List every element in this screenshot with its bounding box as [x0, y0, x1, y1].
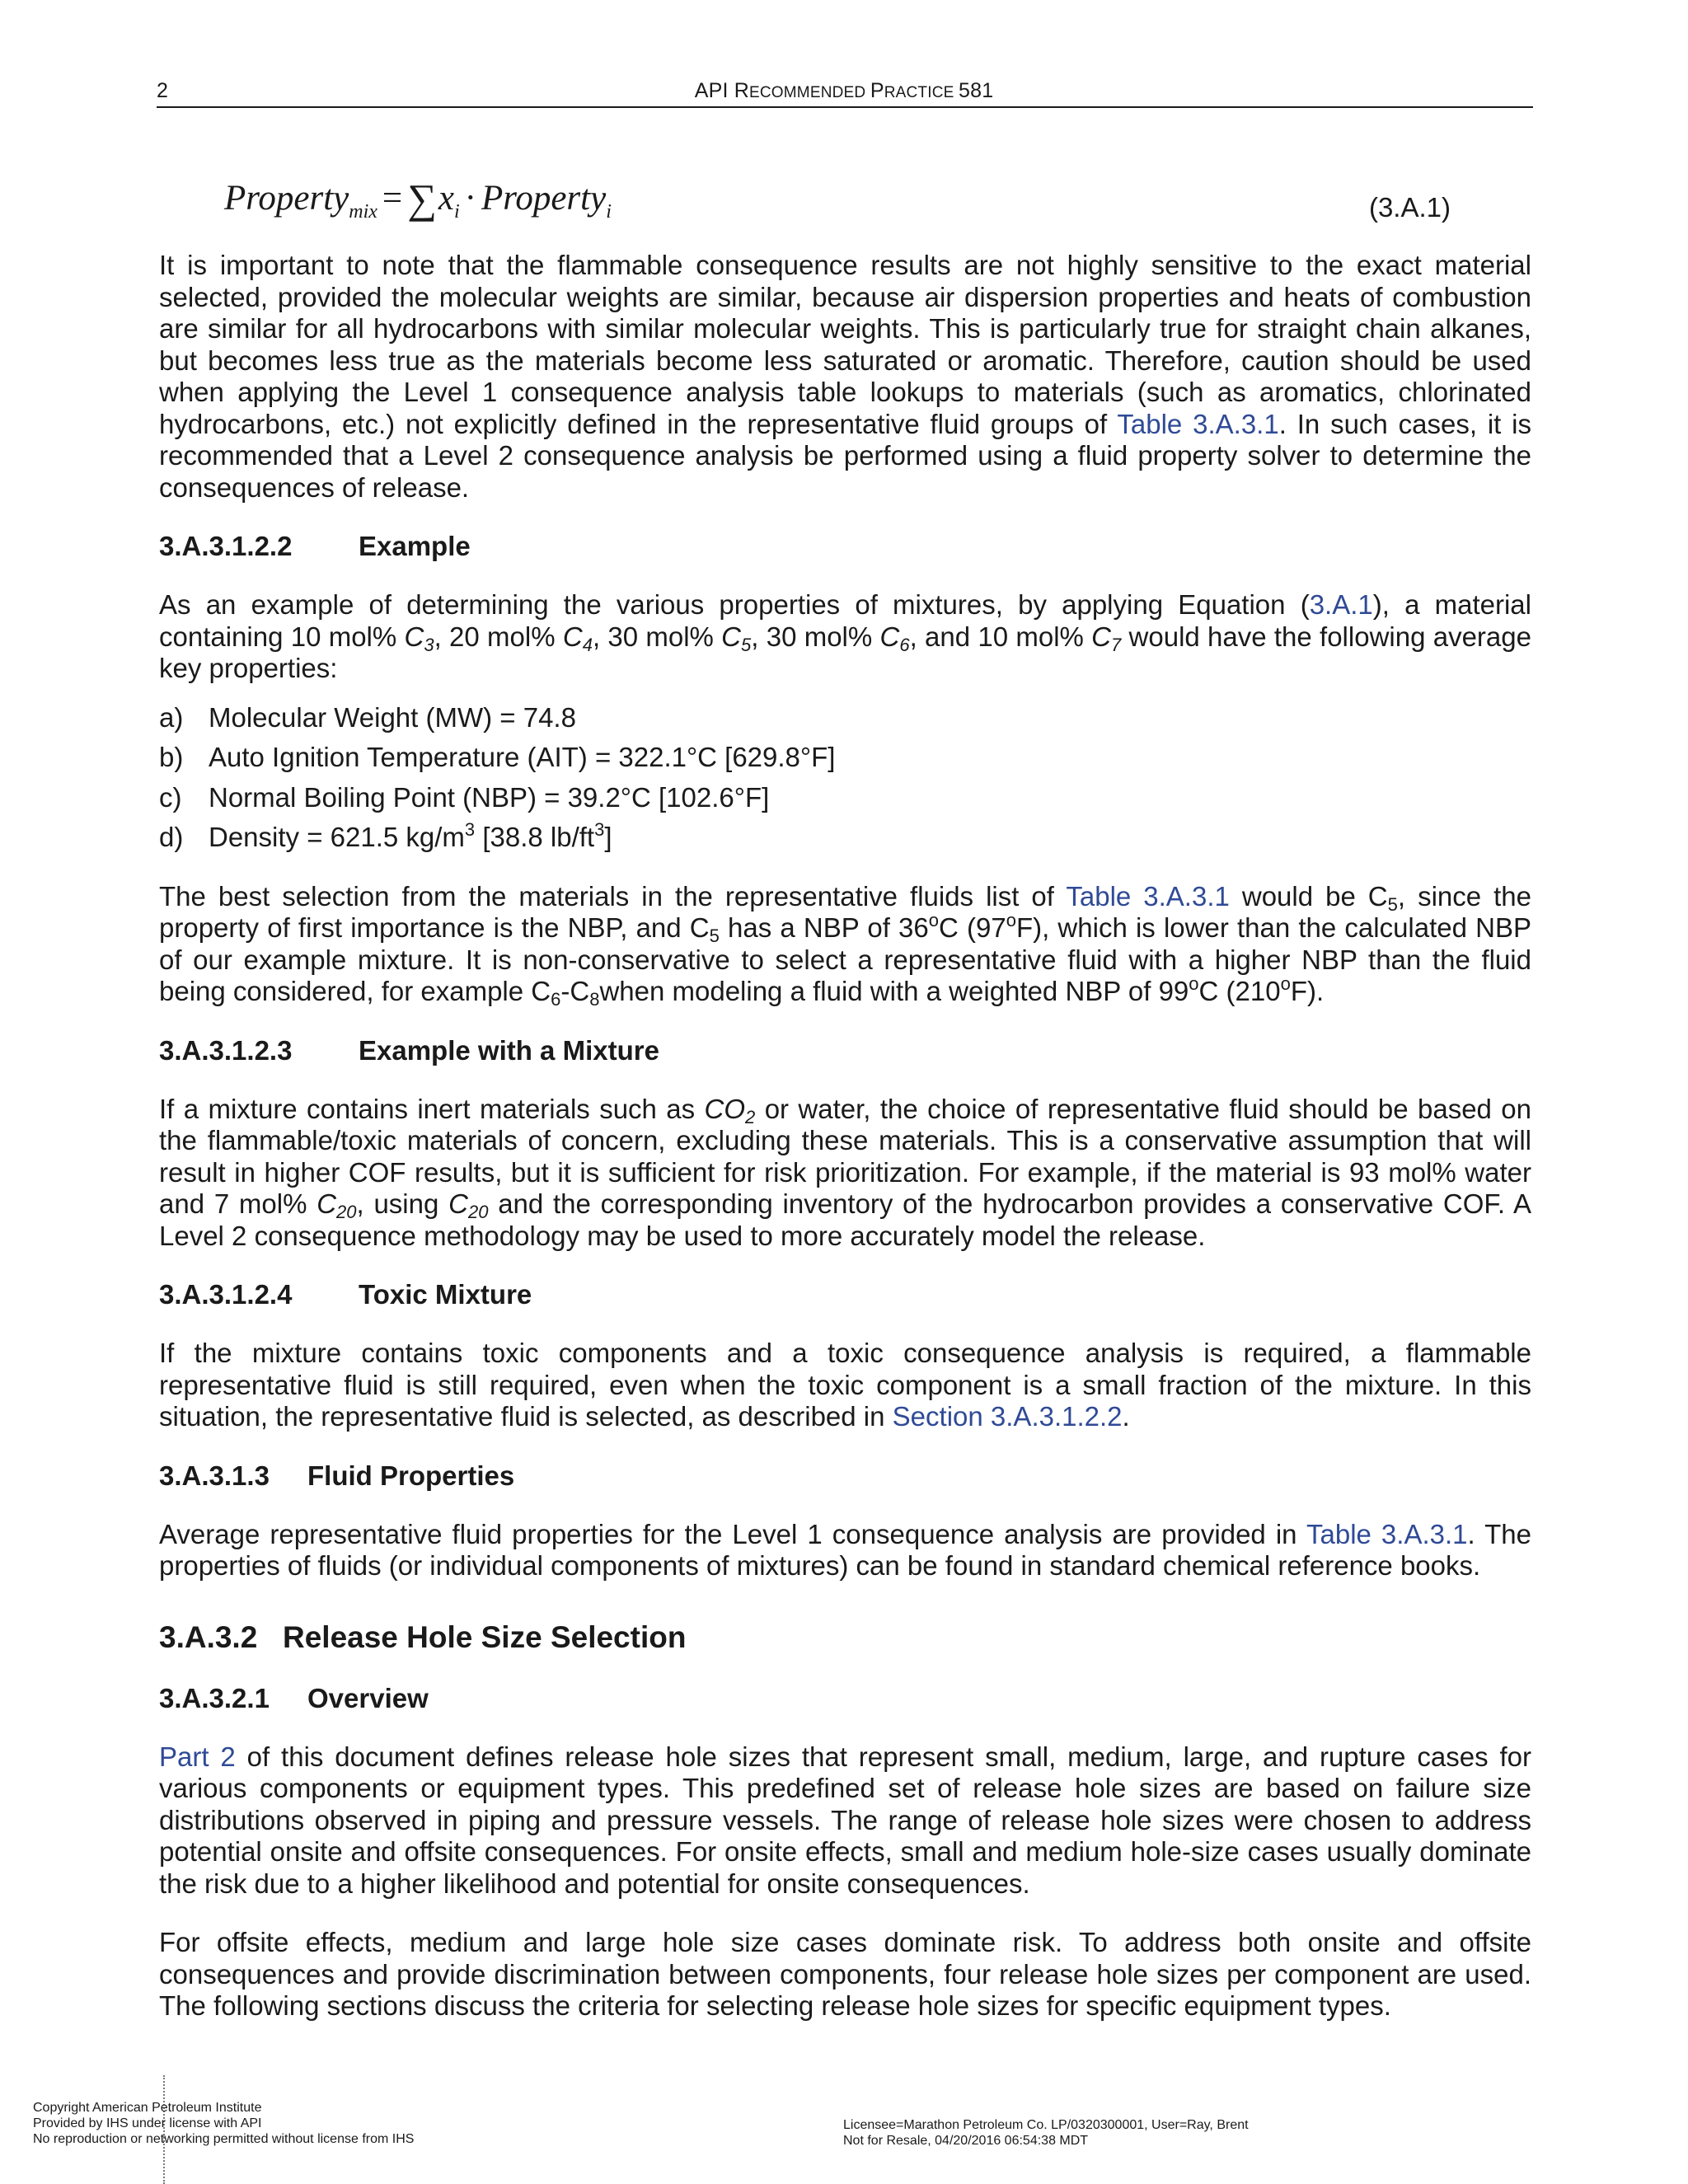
- text: , and 10 mol%: [909, 621, 1092, 652]
- list-marker: b): [159, 742, 184, 772]
- heading-title: Toxic Mixture: [359, 1279, 532, 1310]
- mixture-paragraph: [159, 1094, 1531, 1253]
- text: when modeling a fluid with a weighted NBP of 99: [599, 976, 1189, 1006]
- heading-number: 3.A.3.2: [159, 1619, 258, 1654]
- formula-sub: 20: [467, 1202, 489, 1222]
- heading-fluid-properties: [159, 1460, 1531, 1492]
- eq-equals: =: [382, 179, 403, 218]
- footer-copyright: [33, 2100, 414, 2147]
- subscript: 5: [1387, 893, 1398, 915]
- list-marker: d): [159, 822, 184, 852]
- text: or water, the choice of representative fluid should be based on the flammable/toxic materials of concern, excluding these materials. This is a conservative assumption that will result in higher COF results, but it is sufficient for risk prioritization. For example, if the material is 93 mol% water and 7 mol%: [159, 1093, 1531, 1219]
- subscript: 8: [589, 989, 600, 1010]
- document-body: [159, 250, 1531, 2022]
- heading-title: Release Hole Size Selection: [283, 1619, 687, 1654]
- footer-line: No reproduction or networking permitted without license from IHS: [33, 2132, 415, 2146]
- text: Density = 621.5 kg/m: [209, 822, 465, 852]
- intro-paragraph: [159, 250, 1531, 504]
- text: If a mixture contains inert materials such as: [159, 1093, 705, 1124]
- text: F).: [1290, 976, 1325, 1006]
- formula-sub: 4: [582, 634, 593, 655]
- intro-text-1: It is important to note that the flammable consequence results are not highly sensitive to the exact material selected, provided the molecular weights are similar, because air dispersion properties and heats of combustion are similar for all hydrocarbons with similar molecular weights. This is particularly true for straight chain alkanes, but becomes less true as the materials become less saturated or aromatic. Therefore, caution should be used when applying the Level 1 consequence analysis table lookups to materials (such as aromatics, chlorinated hydrocarbons, etc.) not explicitly defined in the representative fluid groups of: [159, 250, 1531, 439]
- text: .: [1122, 1401, 1130, 1432]
- formula-co2: CO: [704, 1093, 746, 1124]
- heading-example: [159, 531, 1531, 562]
- link-part-2[interactable]: Part 2: [159, 1741, 236, 1772]
- eq-rhs-sub: i: [606, 201, 612, 223]
- superscript: o: [1006, 910, 1016, 930]
- properties-list: [159, 702, 1531, 854]
- text: of this document defines release hole sizes that represent small, medium, large, and rupture cases for various components or equipment types. This predefined set of release hole sizes are based on failure size distributions observed in piping and pressure vessels. The range of release hole sizes were chosen to address potential onsite and offsite consequences. For onsite effects, small and medium hole-size cases usually dominate the risk due to a higher likelihood and potential for onsite consequences.: [159, 1741, 1531, 1899]
- overview-paragraph-1: [159, 1741, 1531, 1900]
- toxic-paragraph: [159, 1338, 1531, 1433]
- text: would be C: [1229, 880, 1388, 912]
- superscript: o: [928, 910, 939, 930]
- formula-sub: 3: [424, 634, 434, 655]
- link-table-3a31-example[interactable]: Table 3.A.3.1: [1066, 880, 1230, 912]
- title-part-2: ECOMMENDED: [749, 84, 870, 101]
- text: , using: [356, 1188, 449, 1219]
- header-rule: [157, 106, 1533, 108]
- equation-3a1: [224, 175, 612, 223]
- eq-x: x: [438, 179, 454, 218]
- eq-x-sub: i: [453, 201, 460, 223]
- subscript: 6: [551, 989, 561, 1010]
- heading-title: Example: [359, 531, 471, 561]
- text: . The properties of fluids (or individual components of mixtures) can be found in standard chemical reference books.: [159, 1518, 1532, 1581]
- link-section-3a3122[interactable]: Section 3.A.3.1.2.2: [892, 1401, 1123, 1432]
- footer-line: Not for Resale, 04/20/2016 06:54:38 MDT: [843, 2134, 1089, 2148]
- eq-lhs: Property: [224, 179, 349, 218]
- fluid-paragraph: [159, 1519, 1531, 1582]
- formula-sub: 7: [1111, 634, 1122, 655]
- list-item: [159, 782, 1531, 814]
- footer-line: Provided by IHS under license with API: [33, 2116, 262, 2130]
- title-part-3: P: [870, 79, 884, 102]
- link-table-3a31-intro[interactable]: Table 3.A.3.1: [1117, 408, 1279, 439]
- superscript: o: [1189, 973, 1199, 994]
- text: , since the property of first importance is the NBP, and C: [159, 880, 1532, 943]
- eq-sum-symbol: ∑: [407, 176, 437, 222]
- text: Average representative fluid properties for the Level 1 consequence analysis are provided in: [159, 1518, 1306, 1549]
- formula-sub: 2: [745, 1106, 756, 1127]
- heading-number: 3.A.3.1.2.2: [159, 531, 293, 561]
- text: ]: [604, 822, 612, 852]
- title-part-5: 581: [958, 79, 994, 102]
- link-equation-3a1[interactable]: 3.A.1: [1309, 589, 1373, 620]
- formula-c5: C: [721, 621, 742, 652]
- formula-c3: C: [404, 621, 424, 652]
- link-table-3a31-fluid[interactable]: Table 3.A.3.1: [1306, 1518, 1468, 1549]
- example-paragraph-1: [159, 589, 1531, 685]
- text: [38.8 lb/ft: [475, 822, 595, 852]
- eq-lhs-sub: mix: [349, 201, 377, 223]
- text: , 30 mol%: [592, 621, 722, 652]
- heading-title: Example with a Mixture: [359, 1034, 659, 1066]
- text: , 20 mol%: [434, 621, 563, 652]
- formula-c20: C: [316, 1188, 337, 1219]
- list-text: Normal Boiling Point (NBP) = 39.2°C [102.6°F]: [209, 781, 770, 813]
- formula-sub: 20: [336, 1202, 357, 1222]
- heading-release-hole-size: [159, 1620, 1531, 1655]
- text: If the mixture contains toxic components and a toxic consequence analysis is required, a flammable representative fluid is still required, even when the toxic component is a small fraction of the mixture. In this situation, the representative fluid is selected, as described in: [159, 1338, 1531, 1432]
- heading-number: 3.A.3.1.2.3: [159, 1034, 293, 1066]
- footer-license: [843, 2117, 1249, 2149]
- list-item: [159, 819, 1531, 854]
- heading-example-mixture: [159, 1035, 1531, 1066]
- footer-line: Copyright American Petroleum Institute: [33, 2101, 262, 2115]
- list-marker: c): [159, 781, 182, 813]
- superscript: 3: [464, 819, 476, 840]
- eq-rhs: Property: [481, 179, 607, 218]
- text: would have the following average key properties:: [159, 621, 1531, 683]
- text: The best selection from the materials in the representative fluids list of: [159, 880, 1067, 912]
- superscript: o: [1280, 973, 1291, 994]
- text: and the corresponding inventory of the hydrocarbon provides a conservative COF. A Level 2 consequence methodology may be used to more accurately model the release.: [159, 1188, 1531, 1251]
- footer-line: Licensee=Marathon Petroleum Co. LP/0320300001, User=Ray, Brent: [843, 2118, 1249, 2132]
- text: C (97: [939, 912, 1006, 943]
- text: -C: [560, 976, 590, 1006]
- subscript: 5: [709, 926, 720, 946]
- text: has a NBP of 36: [719, 912, 929, 943]
- eq-dot: ·: [464, 179, 476, 218]
- heading-number: 3.A.3.1.3: [159, 1460, 270, 1491]
- equation-number: (3.A.1): [1368, 192, 1451, 223]
- title-part-1: API R: [694, 79, 749, 102]
- formula-sub: 5: [741, 634, 752, 655]
- list-item: [159, 742, 1531, 774]
- formula-c7: C: [1091, 621, 1112, 652]
- text: , 30 mol%: [751, 621, 880, 652]
- formula-c6: C: [879, 621, 900, 652]
- heading-toxic-mixture: [159, 1279, 1531, 1310]
- formula-sub: 6: [899, 634, 910, 655]
- superscript: 3: [594, 819, 605, 840]
- example-paragraph-2: [159, 881, 1531, 1008]
- list-text: Molecular Weight (MW) = 74.8: [209, 701, 576, 733]
- text: As an example of determining the various properties of mixtures, by applying Equation (: [159, 589, 1310, 620]
- text: ), a material containing 10 mol%: [159, 589, 1531, 652]
- title-part-4: RACTICE: [884, 84, 959, 101]
- formula-c4: C: [562, 621, 583, 652]
- list-marker: a): [159, 701, 184, 733]
- formula-c20: C: [448, 1188, 468, 1219]
- text: F), which is lower than the calculated NBP of our example mixture. It is non-conservative to select a representative fluid with a higher NBP than the fluid being considered, for example C: [159, 912, 1532, 1006]
- text: C (210: [1198, 976, 1281, 1006]
- heading-number: 3.A.3.1.2.4: [159, 1279, 293, 1310]
- overview-paragraph-2: For offsite effects, medium and large hole size cases dominate risk. To address both onsite and offsite consequences and provide discrimination between components, four release hole sizes per component are used. The following sections discuss the criteria for selecting release hole sizes for specific equipment types.: [159, 1927, 1531, 2021]
- page-number: 2: [157, 79, 168, 102]
- running-title: [0, 79, 1688, 103]
- intro-text-2: . In such cases, it is recommended that a Level 2 consequence analysis be performed using a fluid property solver to determine the consequences of release.: [159, 408, 1531, 503]
- heading-title: Overview: [307, 1682, 429, 1713]
- list-text: [209, 819, 612, 854]
- list-text: Auto Ignition Temperature (AIT) = 322.1°C [629.8°F]: [209, 742, 836, 772]
- list-item: [159, 702, 1531, 734]
- heading-overview: [159, 1683, 1531, 1714]
- heading-number: 3.A.3.2.1: [159, 1682, 270, 1713]
- heading-title: Fluid Properties: [307, 1460, 515, 1491]
